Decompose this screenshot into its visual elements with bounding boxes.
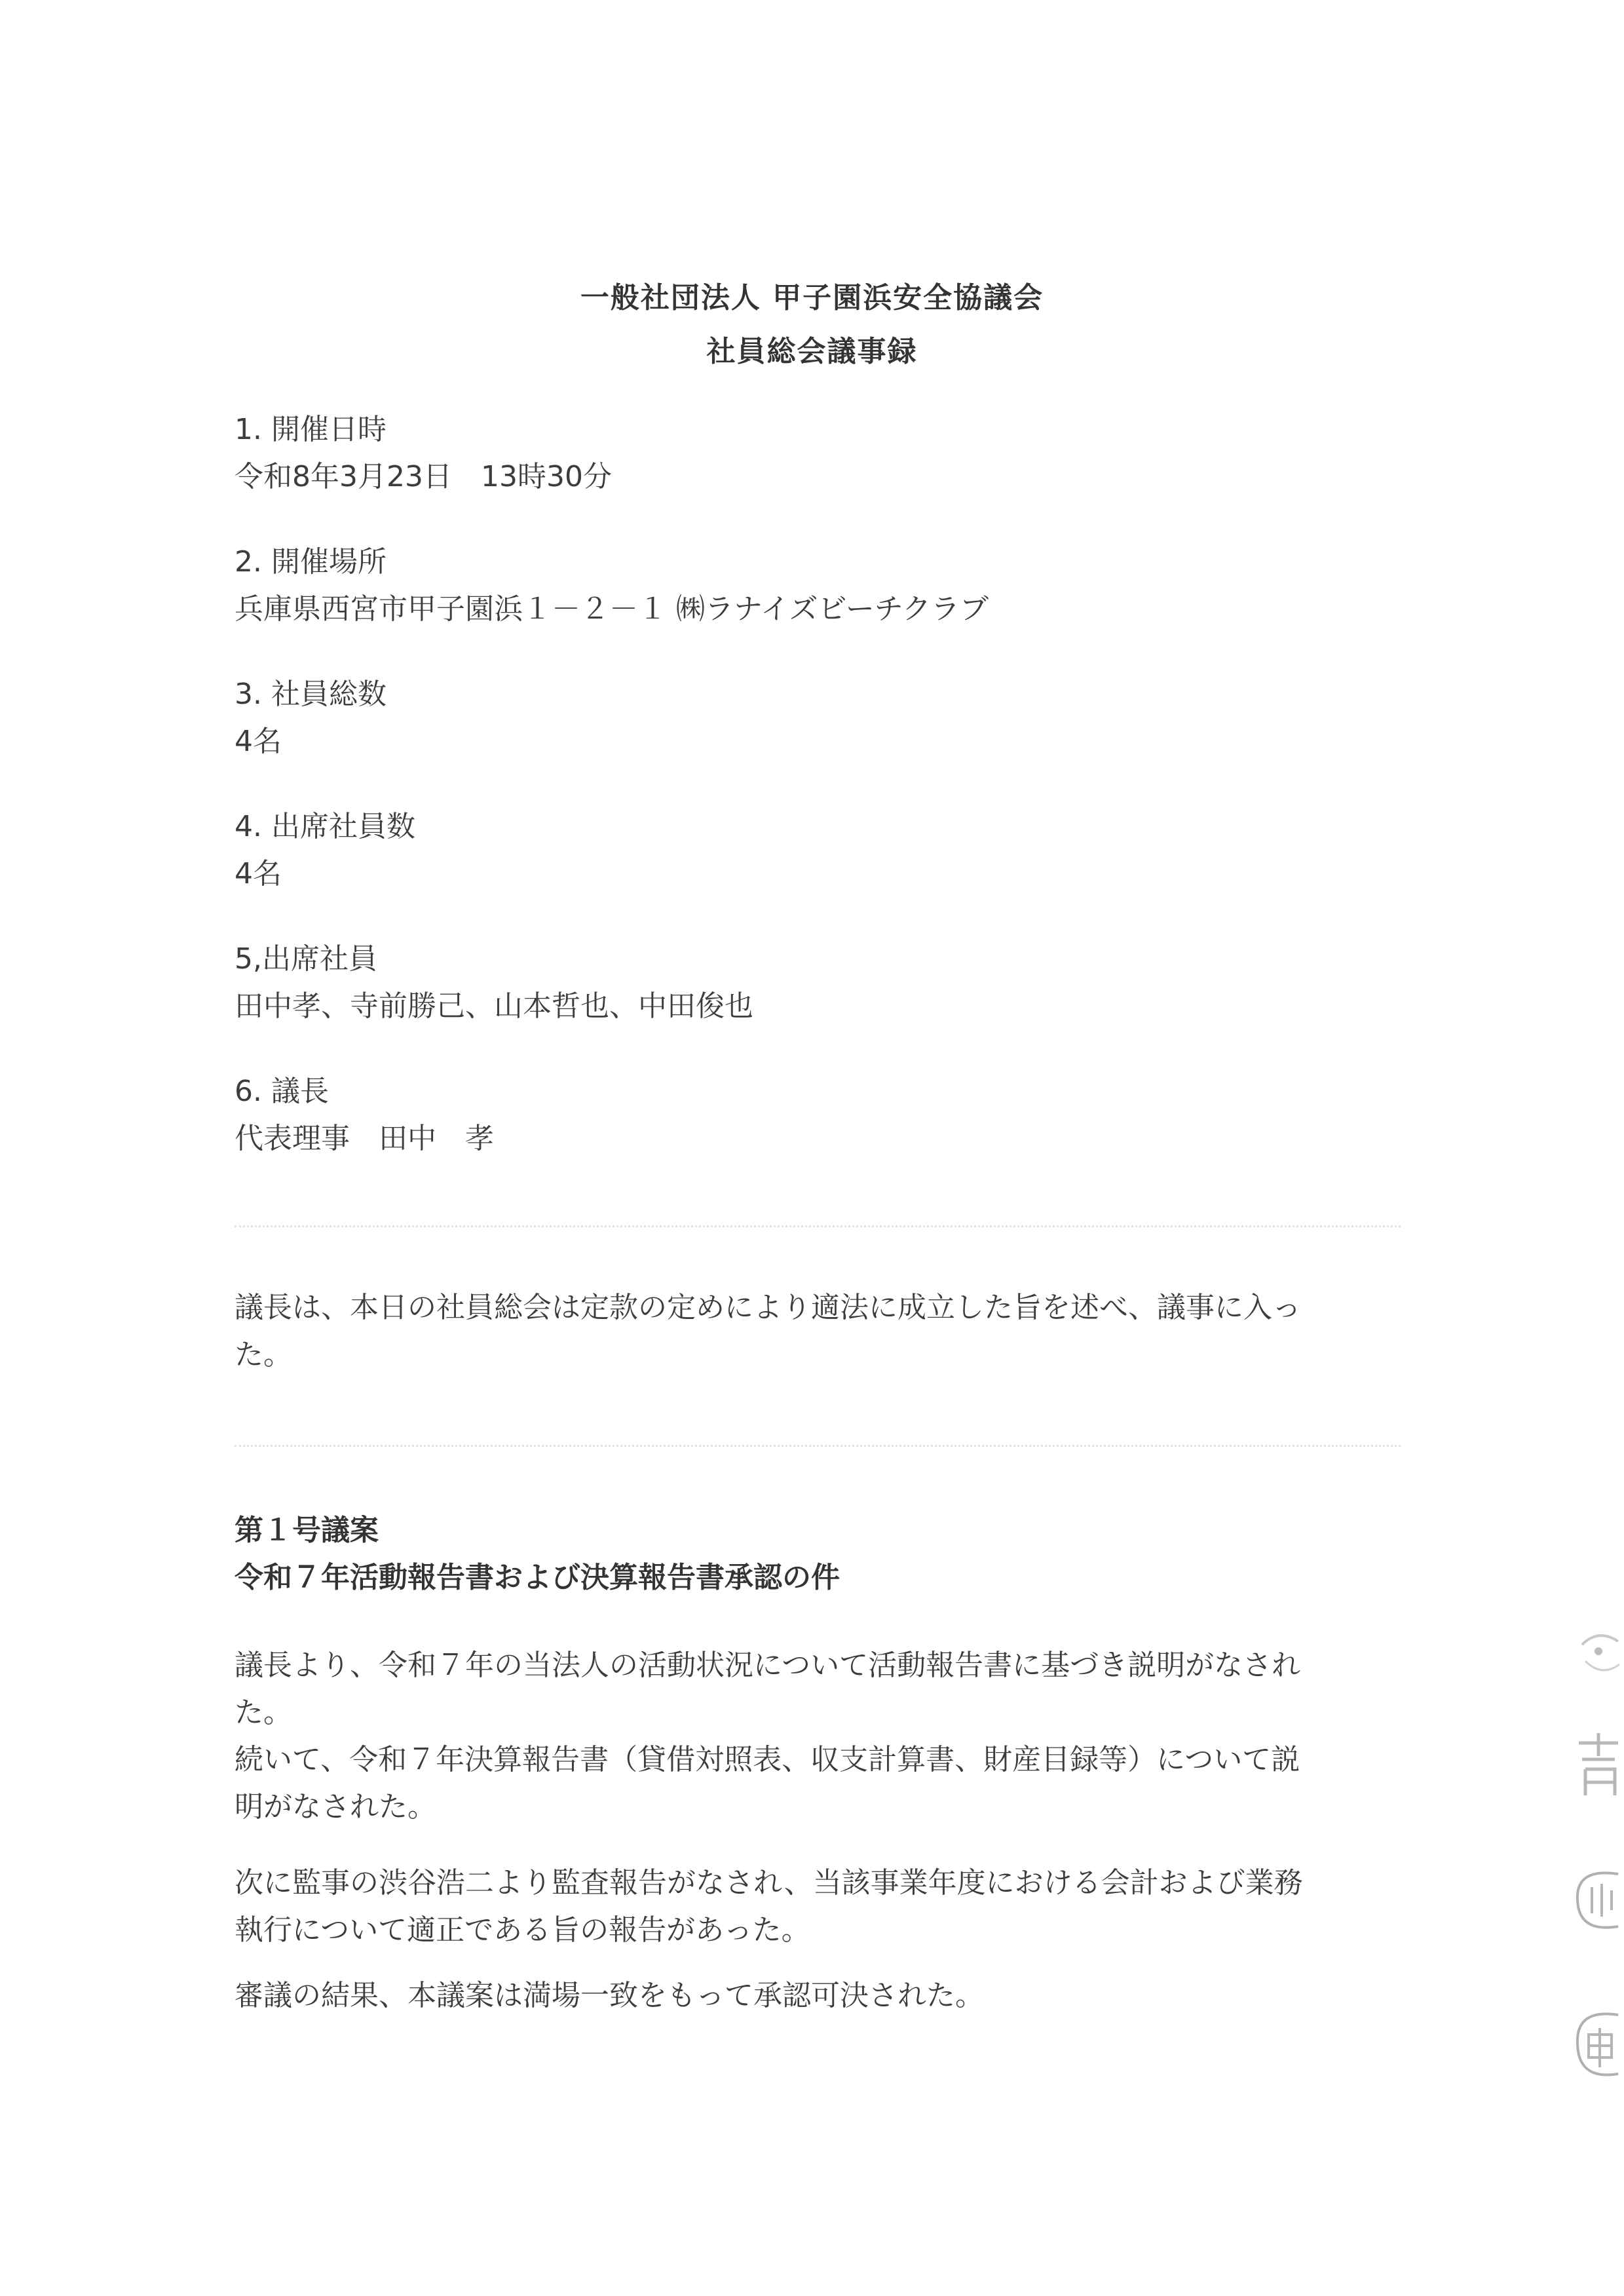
- item-heading: 3. 社員総数: [235, 678, 387, 711]
- item-value: 田中孝、寺前勝己、山本哲也、中田俊也: [235, 989, 753, 1023]
- text-line: た。: [235, 1696, 292, 1729]
- text-line: 審議の結果、本議案は満場一致をもって承認可決された。: [235, 1979, 984, 2012]
- item-place: [235, 539, 1427, 633]
- item-value: 兵庫県西宮市甲子園浜１－２－１ ㈱ラナイズビーチクラブ: [235, 592, 989, 626]
- item-chairperson: [235, 1068, 1427, 1162]
- item-heading: 2. 開催場所: [235, 545, 387, 579]
- item-value: 4名: [235, 857, 282, 890]
- seal-stamp-2: [1572, 1730, 1624, 1802]
- text-line: た。: [235, 1338, 292, 1371]
- resolution-paragraph: [235, 1972, 1414, 2019]
- item-value: 4名: [235, 725, 282, 758]
- seal-column: [1553, 1599, 1624, 2123]
- item-attending-count: [235, 803, 1427, 898]
- item-attending-members: [235, 936, 1427, 1030]
- item-heading: 5,出席社員: [235, 942, 377, 976]
- item-heading: 1. 開催日時: [235, 413, 387, 446]
- opening-statement: [235, 1284, 1414, 1379]
- text-line: 明がなされた。: [235, 1790, 436, 1824]
- seal-stamp-3: [1572, 1861, 1624, 1940]
- organization-name: 一般社団法人 甲子園浜安全協議会: [580, 281, 1044, 315]
- seal-stamp-4: [1572, 2005, 1624, 2084]
- text-line: 議長より、令和７年の当法人の活動状況について活動報告書に基づき説明がなされ: [235, 1649, 1301, 1682]
- separator-line: [235, 1225, 1401, 1227]
- agenda-heading: [235, 1507, 840, 1601]
- item-value: 令和8年3月23日 13時30分: [235, 460, 612, 493]
- text-line: 議長は、本日の社員総会は定款の定めにより適法に成立した旨を述べ、議事に入っ: [235, 1291, 1301, 1324]
- seal-stamp-1: [1572, 1625, 1624, 1684]
- text-line: 続いて、令和７年決算報告書（貸借対照表、収支計算書、財産目録等）について説: [235, 1743, 1300, 1776]
- audit-paragraph: [235, 1860, 1414, 1954]
- item-date: [235, 406, 1427, 501]
- text-line: 執行について適正である旨の報告があった。: [235, 1913, 810, 1947]
- document-title: 社員総会議事録: [706, 335, 918, 368]
- agenda-title: 令和７年活動報告書および決算報告書承認の件: [235, 1561, 840, 1594]
- item-heading: 6. 議長: [235, 1075, 329, 1108]
- agenda-paragraph: [235, 1642, 1414, 1831]
- agenda-number: 第１号議案: [235, 1514, 379, 1547]
- item-heading: 4. 出席社員数: [235, 810, 415, 843]
- text-line: 次に監事の渋谷浩二より監査報告がなされ、当該事業年度における会計および業務: [235, 1866, 1303, 1900]
- separator-line: [235, 1445, 1401, 1447]
- item-value: 代表理事 田中 孝: [235, 1122, 494, 1155]
- item-total-members: [235, 671, 1427, 765]
